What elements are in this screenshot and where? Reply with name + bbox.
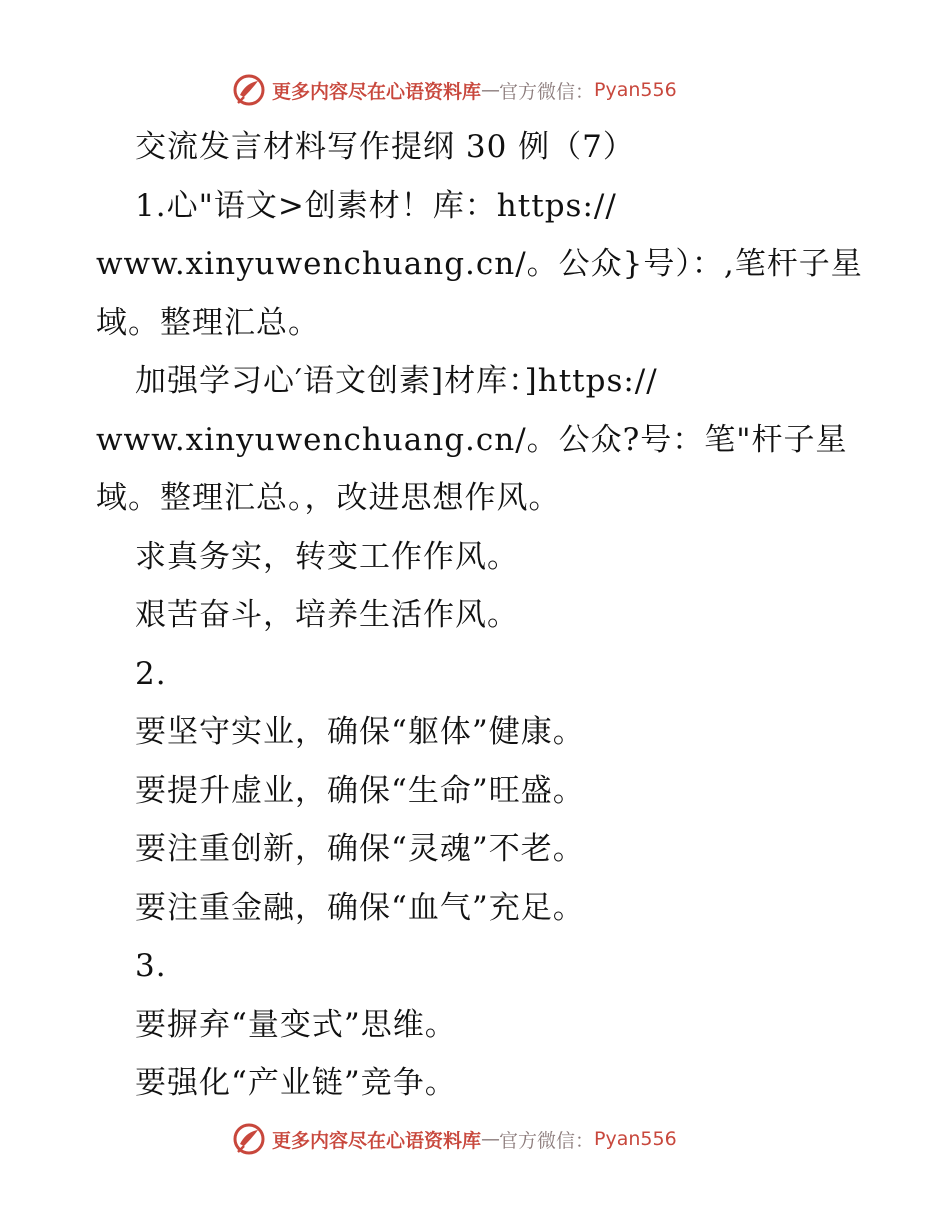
document-title: 交流发言材料写作提纲 30 例（7） [135, 129, 635, 165]
banner-brand: 更多内容尽在心语资料库 [272, 1129, 482, 1152]
paragraph-line: 要坚守实业，确保“躯体”健康。 [135, 714, 585, 750]
paragraph-line: 求真务实，转变工作作风。 [135, 538, 519, 575]
footer-banner [232, 1119, 677, 1159]
paragraph-line: 加强学习心′语文创素]材库：]https:// [135, 363, 658, 399]
paragraph-line: 1.心"语文>创素材！库：https:// [135, 187, 617, 224]
banner-dash: — [481, 1128, 500, 1150]
paragraph-line: 要注重创新，确保“灵魂”不老。 [135, 831, 585, 867]
section-number: 2. [135, 655, 167, 692]
paragraph-line: 艰苦奋斗，培养生活作风。 [135, 597, 519, 633]
section-number: 3. [135, 948, 167, 984]
paragraph-line: www.xinyuwenchuang.cn/。公众}号）：,笔杆子星 [96, 246, 863, 282]
banner-official-label: 官方微信： [499, 1129, 595, 1152]
paragraph-line: 要强化“产业链”竞争。 [135, 1065, 457, 1101]
paragraph-line: 域。整理汇总。 [96, 304, 320, 341]
rose-pen-logo-icon [232, 73, 266, 107]
banner-official-label: 官方微信： [499, 80, 595, 103]
paragraph-line: www.xinyuwenchuang.cn/。公众?号：笔"杆子星 [96, 421, 848, 458]
paragraph-line: 要摒弃“量变式”思维。 [135, 1006, 457, 1043]
document-body [96, 118, 863, 1113]
header-banner [232, 70, 677, 110]
banner-dash: — [481, 79, 500, 101]
banner-wechat-id: Pyan556 [594, 79, 677, 101]
paragraph-line: 要注重金融，确保“血气”充足。 [135, 889, 585, 926]
rose-pen-logo-icon [232, 1122, 266, 1156]
banner-wechat-id: Pyan556 [594, 1128, 677, 1150]
paragraph-line: 要提升虚业，确保“生命”旺盛。 [135, 772, 585, 809]
paragraph-line: 域。整理汇总。，改进思想作风。 [96, 480, 561, 516]
banner-brand: 更多内容尽在心语资料库 [272, 80, 482, 103]
